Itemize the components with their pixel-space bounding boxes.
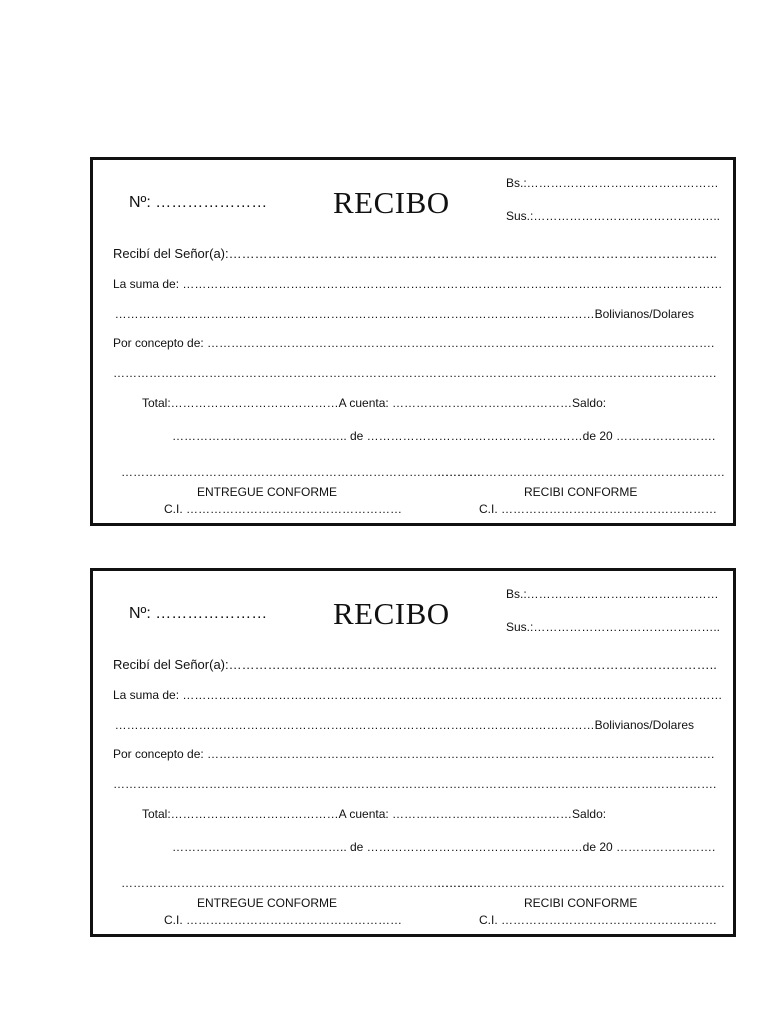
receipt-title: RECIBO	[333, 596, 450, 631]
received-from-field: Recibí del Señor(a):…………………………………………………………………………………………………..	[113, 246, 717, 261]
concept-field: Por concepto de: ……………………………………………………………………………………………………………….	[113, 747, 715, 761]
bs-amount-field: Bs.:…………………………………………	[506, 587, 719, 601]
totals-line: Total:……………………………………A cuenta: ………………………………………Saldo:	[142, 396, 607, 410]
currency-line: …………………………………………………………………………………………………………Bolivianos/Dolares	[114, 307, 694, 321]
received-from-field: Recibí del Señor(a):…………………………………………………………………………………………………..	[113, 657, 717, 672]
amount-field: La suma de: ………………………………………………………………………………………………………………………	[113, 688, 723, 702]
receipt-title: RECIBO	[333, 185, 450, 220]
currency-line: …………………………………………………………………………………………………………Bolivianos/Dolares	[114, 718, 694, 732]
sus-amount-field: Sus.:………………………………………..	[506, 620, 721, 634]
date-line: …………………………………….. de ………………………………………………de 20 …………………….	[172, 840, 716, 854]
signature-label-right: RECIBI CONFORME	[524, 896, 638, 910]
signature-label-right: RECIBI CONFORME	[524, 485, 638, 499]
concept-line-2: …………………………………………………………………………………………………………………………………….	[113, 366, 717, 380]
sus-amount-field: Sus.:………………………………………..	[506, 209, 721, 223]
id-field-right: C.I. ………………………………………………	[479, 913, 718, 927]
amount-field: La suma de: ………………………………………………………………………………………………………………………	[113, 277, 723, 291]
receipt-form	[90, 157, 736, 526]
id-field-right: C.I. ………………………………………………	[479, 502, 718, 516]
signature-line-right: ………………………………………………………………	[437, 465, 725, 479]
concept-field: Por concepto de: ……………………………………………………………………………………………………………….	[113, 336, 715, 350]
receipt-number-field: Nº: …………………	[129, 194, 268, 211]
signature-label-left: ENTREGUE CONFORME	[197, 485, 338, 499]
bs-amount-field: Bs.:…………………………………………	[506, 176, 719, 190]
id-field-left: C.I. ………………………………………………	[164, 502, 403, 516]
signature-line-left: ………………………………………………………………………………	[121, 876, 481, 890]
date-line: …………………………………….. de ………………………………………………de 20 …………………….	[172, 429, 716, 443]
totals-line: Total:……………………………………A cuenta: ………………………………………Saldo:	[142, 807, 607, 821]
signature-label-left: ENTREGUE CONFORME	[197, 896, 338, 910]
signature-line-left: ………………………………………………………………………………	[121, 465, 481, 479]
receipt-form	[90, 568, 736, 937]
id-field-left: C.I. ………………………………………………	[164, 913, 403, 927]
receipt-number-field: Nº: …………………	[129, 605, 268, 622]
concept-line-2: …………………………………………………………………………………………………………………………………….	[113, 777, 717, 791]
signature-line-right: ………………………………………………………………	[437, 876, 725, 890]
